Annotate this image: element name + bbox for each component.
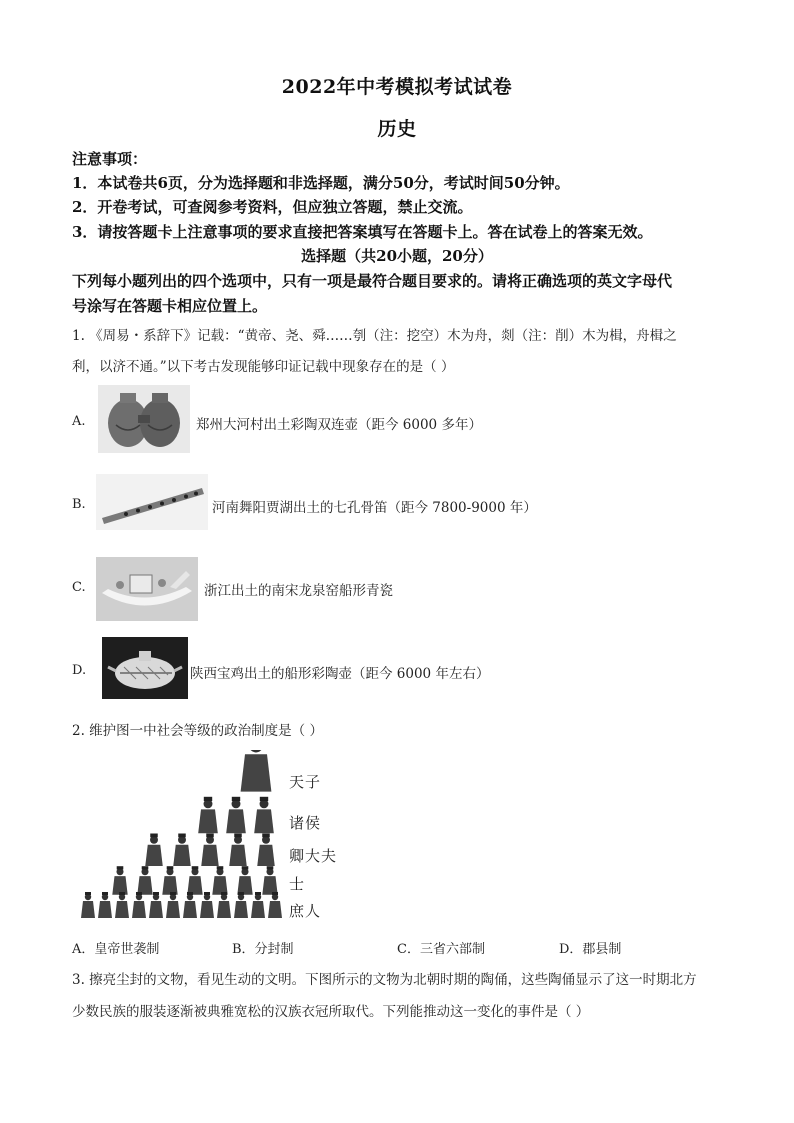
option-text: 河南舞阳贾湖出土的七孔骨笛（距今 7800-9000 年） <box>212 500 537 516</box>
pyramid-label: 天子 <box>289 773 322 791</box>
choice-option: A．皇帝世袭制 <box>72 942 160 957</box>
pyramid-label: 士 <box>289 875 306 893</box>
notice-heading: 注意事项： <box>72 150 148 168</box>
section-instruction: 号涂写在答题卡相应位置上。 <box>72 297 268 315</box>
exam-title: 2022年中考模拟考试试卷 <box>281 76 513 98</box>
pyramid-label: 诸侯 <box>289 814 322 832</box>
question-1-stem: 1. 《周易・系辞下》记载：“黄帝、尧、舜……刳（注：挖空）木为舟，剡（注：削）木为楫，舟楫之 <box>72 328 677 344</box>
section-title: 选择题（共20小题，20分） <box>301 247 493 265</box>
social-hierarchy-pyramid-figure <box>78 750 288 922</box>
choice-option: D．郡县制 <box>559 942 622 957</box>
subject-title: 历史 <box>377 118 417 140</box>
question-3-stem: 少数民族的服装逐渐被典雅宽松的汉族衣冠所取代。下列能推动这一变化的事件是（ ） <box>72 1004 590 1020</box>
question-2-stem: 2. 维护图一中社会等级的政治制度是（ ） <box>72 723 323 739</box>
choice-option: C．三省六部制 <box>397 942 485 957</box>
notice-item: 1．本试卷共6页，分为选择题和非选择题，满分50分，考试时间50分钟。 <box>72 174 570 192</box>
bone-flute-image <box>96 474 208 530</box>
notice-item: 3．请按答题卡上注意事项的要求直接把答案填写在答题卡上。答在试卷上的答案无效。 <box>72 223 653 241</box>
question-1-stem: 利，以济不通。”以下考古发现能够印证记载中现象存在的是（ ） <box>72 359 455 375</box>
choice-option: B．分封制 <box>232 942 294 957</box>
pyramid-label: 庶人 <box>289 902 322 920</box>
option-text: 郑州大河村出土彩陶双连壶（距今 6000 多年） <box>196 417 482 433</box>
option-letter: A. <box>72 414 86 429</box>
question-3-stem: 3. 擦亮尘封的文物，看见生动的文明。下图所示的文物为北朝时期的陶俑，这些陶俑显示了这一时期北方 <box>72 972 697 988</box>
celadon-boat-image <box>96 557 198 621</box>
option-text: 浙江出土的南宋龙泉窑船形青瓷 <box>204 583 393 599</box>
section-instruction: 下列每小题列出的四个选项中，只有一项是最符合题目要求的。请将正确选项的英文字母代 <box>72 272 673 290</box>
boat-shaped-painted-pot-image <box>102 637 188 699</box>
option-text: 陕西宝鸡出土的船形彩陶壶（距今 6000 年左右） <box>190 666 490 682</box>
double-pottery-jar-image <box>98 385 190 453</box>
option-letter: D. <box>72 663 87 678</box>
pyramid-label: 卿大夫 <box>289 847 338 865</box>
notice-item: 2．开卷考试，可查阅参考资料，但应独立答题，禁止交流。 <box>72 198 473 216</box>
option-letter: C. <box>72 580 86 595</box>
option-letter: B. <box>72 497 86 512</box>
